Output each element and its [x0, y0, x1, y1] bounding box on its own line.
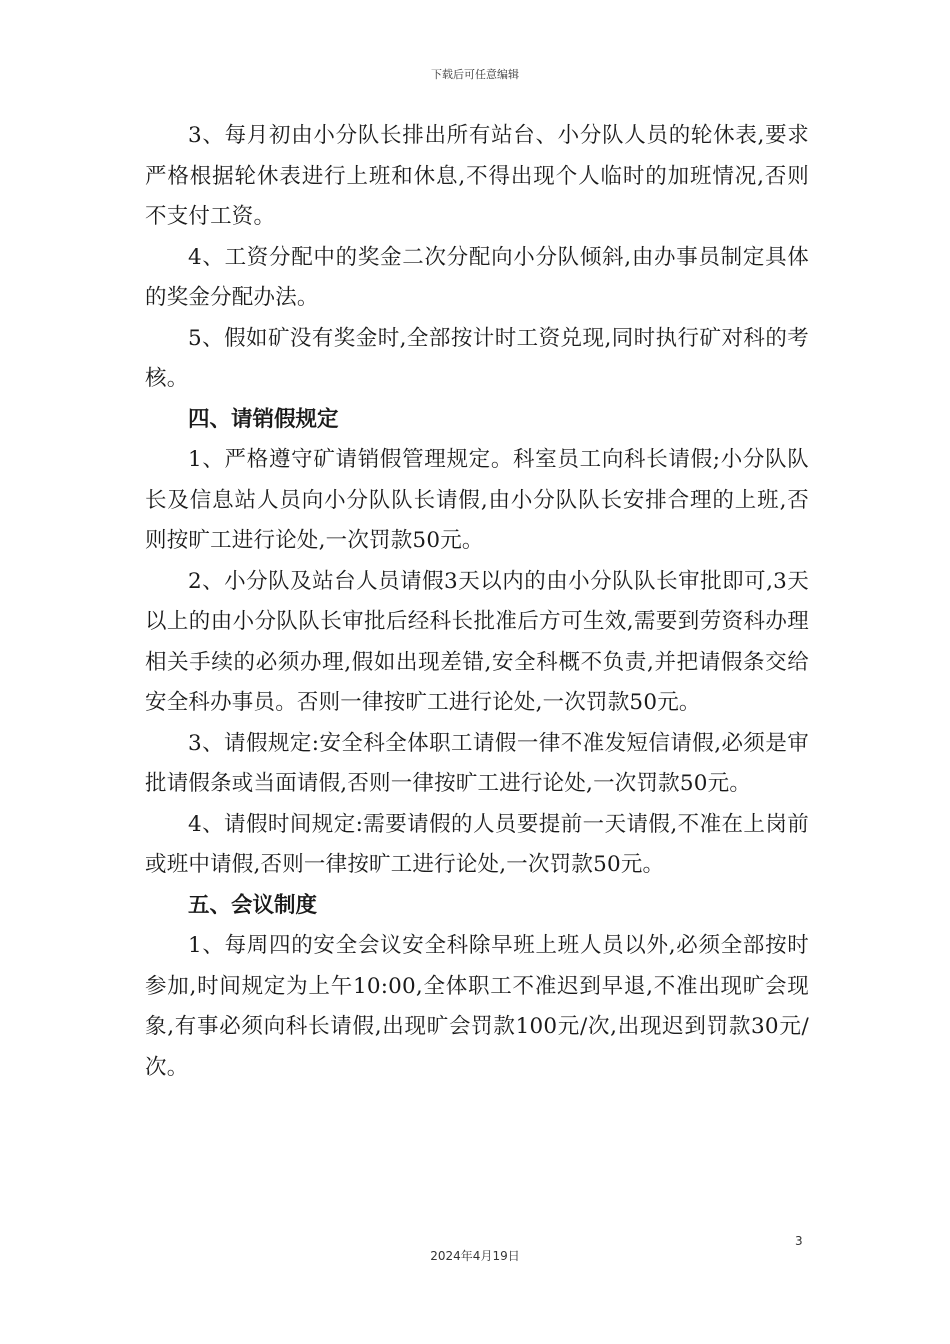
paragraph-salary-3: 3、每月初由小分队长排出所有站台、小分队人员的轮休表,要求严格根据轮休表进行上班和休息,不得出现个人临时的加班情况,否则不支付工资。 [145, 123, 809, 229]
paragraph-salary-4: 4、工资分配中的奖金二次分配向小分队倾斜,由办事员制定具体的奖金分配办法。 [145, 244, 809, 310]
paragraph-leave-2: 2、小分队及站台人员请假3天以内的由小分队队长审批即可,3天以上的由小分队队长审批后经科长批准后方可生效,需要到劳资科办理相关手续的必须办理,假如出现差错,安全科概不负责,并把请假条交给安全科办事员。否则一律按旷工进行论处,一次罚款50元。 [145, 568, 809, 715]
section-heading-meeting: 五、会议制度 [188, 892, 318, 918]
paragraph-leave-4: 4、请假时间规定:需要请假的人员要提前一天请假,不准在上岗前或班中请假,否则一律按旷工进行论处,一次罚款50元。 [145, 811, 809, 877]
paragraph-leave-3: 3、请假规定:安全科全体职工请假一律不准发短信请假,必须是审批请假条或当面请假,否则一律按旷工进行论处,一次罚款50元。 [145, 730, 809, 796]
paragraph-salary-5: 5、假如矿没有奖金时,全部按计时工资兑现,同时执行矿对科的考核。 [145, 325, 809, 391]
page-number: 3 [795, 1234, 803, 1248]
document-body [145, 116, 809, 1088]
paragraph-leave-1: 1、严格遵守矿请销假管理规定。科室员工向科长请假;小分队队长及信息站人员向小分队队长请假,由小分队队长安排合理的上班,否则按旷工进行论处,一次罚款50元。 [145, 447, 809, 553]
section-heading-leave: 四、请销假规定 [188, 406, 339, 432]
footer-date: 2024年4月19日 [430, 1249, 520, 1263]
header-note: 下载后可任意编辑 [431, 68, 519, 81]
paragraph-meeting-1: 1、每周四的安全会议安全科除早班上班人员以外,必须全部按时参加,时间规定为上午10:00,全体职工不准迟到早退,不准出现旷会现象,有事必须向科长请假,出现旷会罚款100元/次,出现迟到罚款30元/次。 [145, 933, 809, 1080]
